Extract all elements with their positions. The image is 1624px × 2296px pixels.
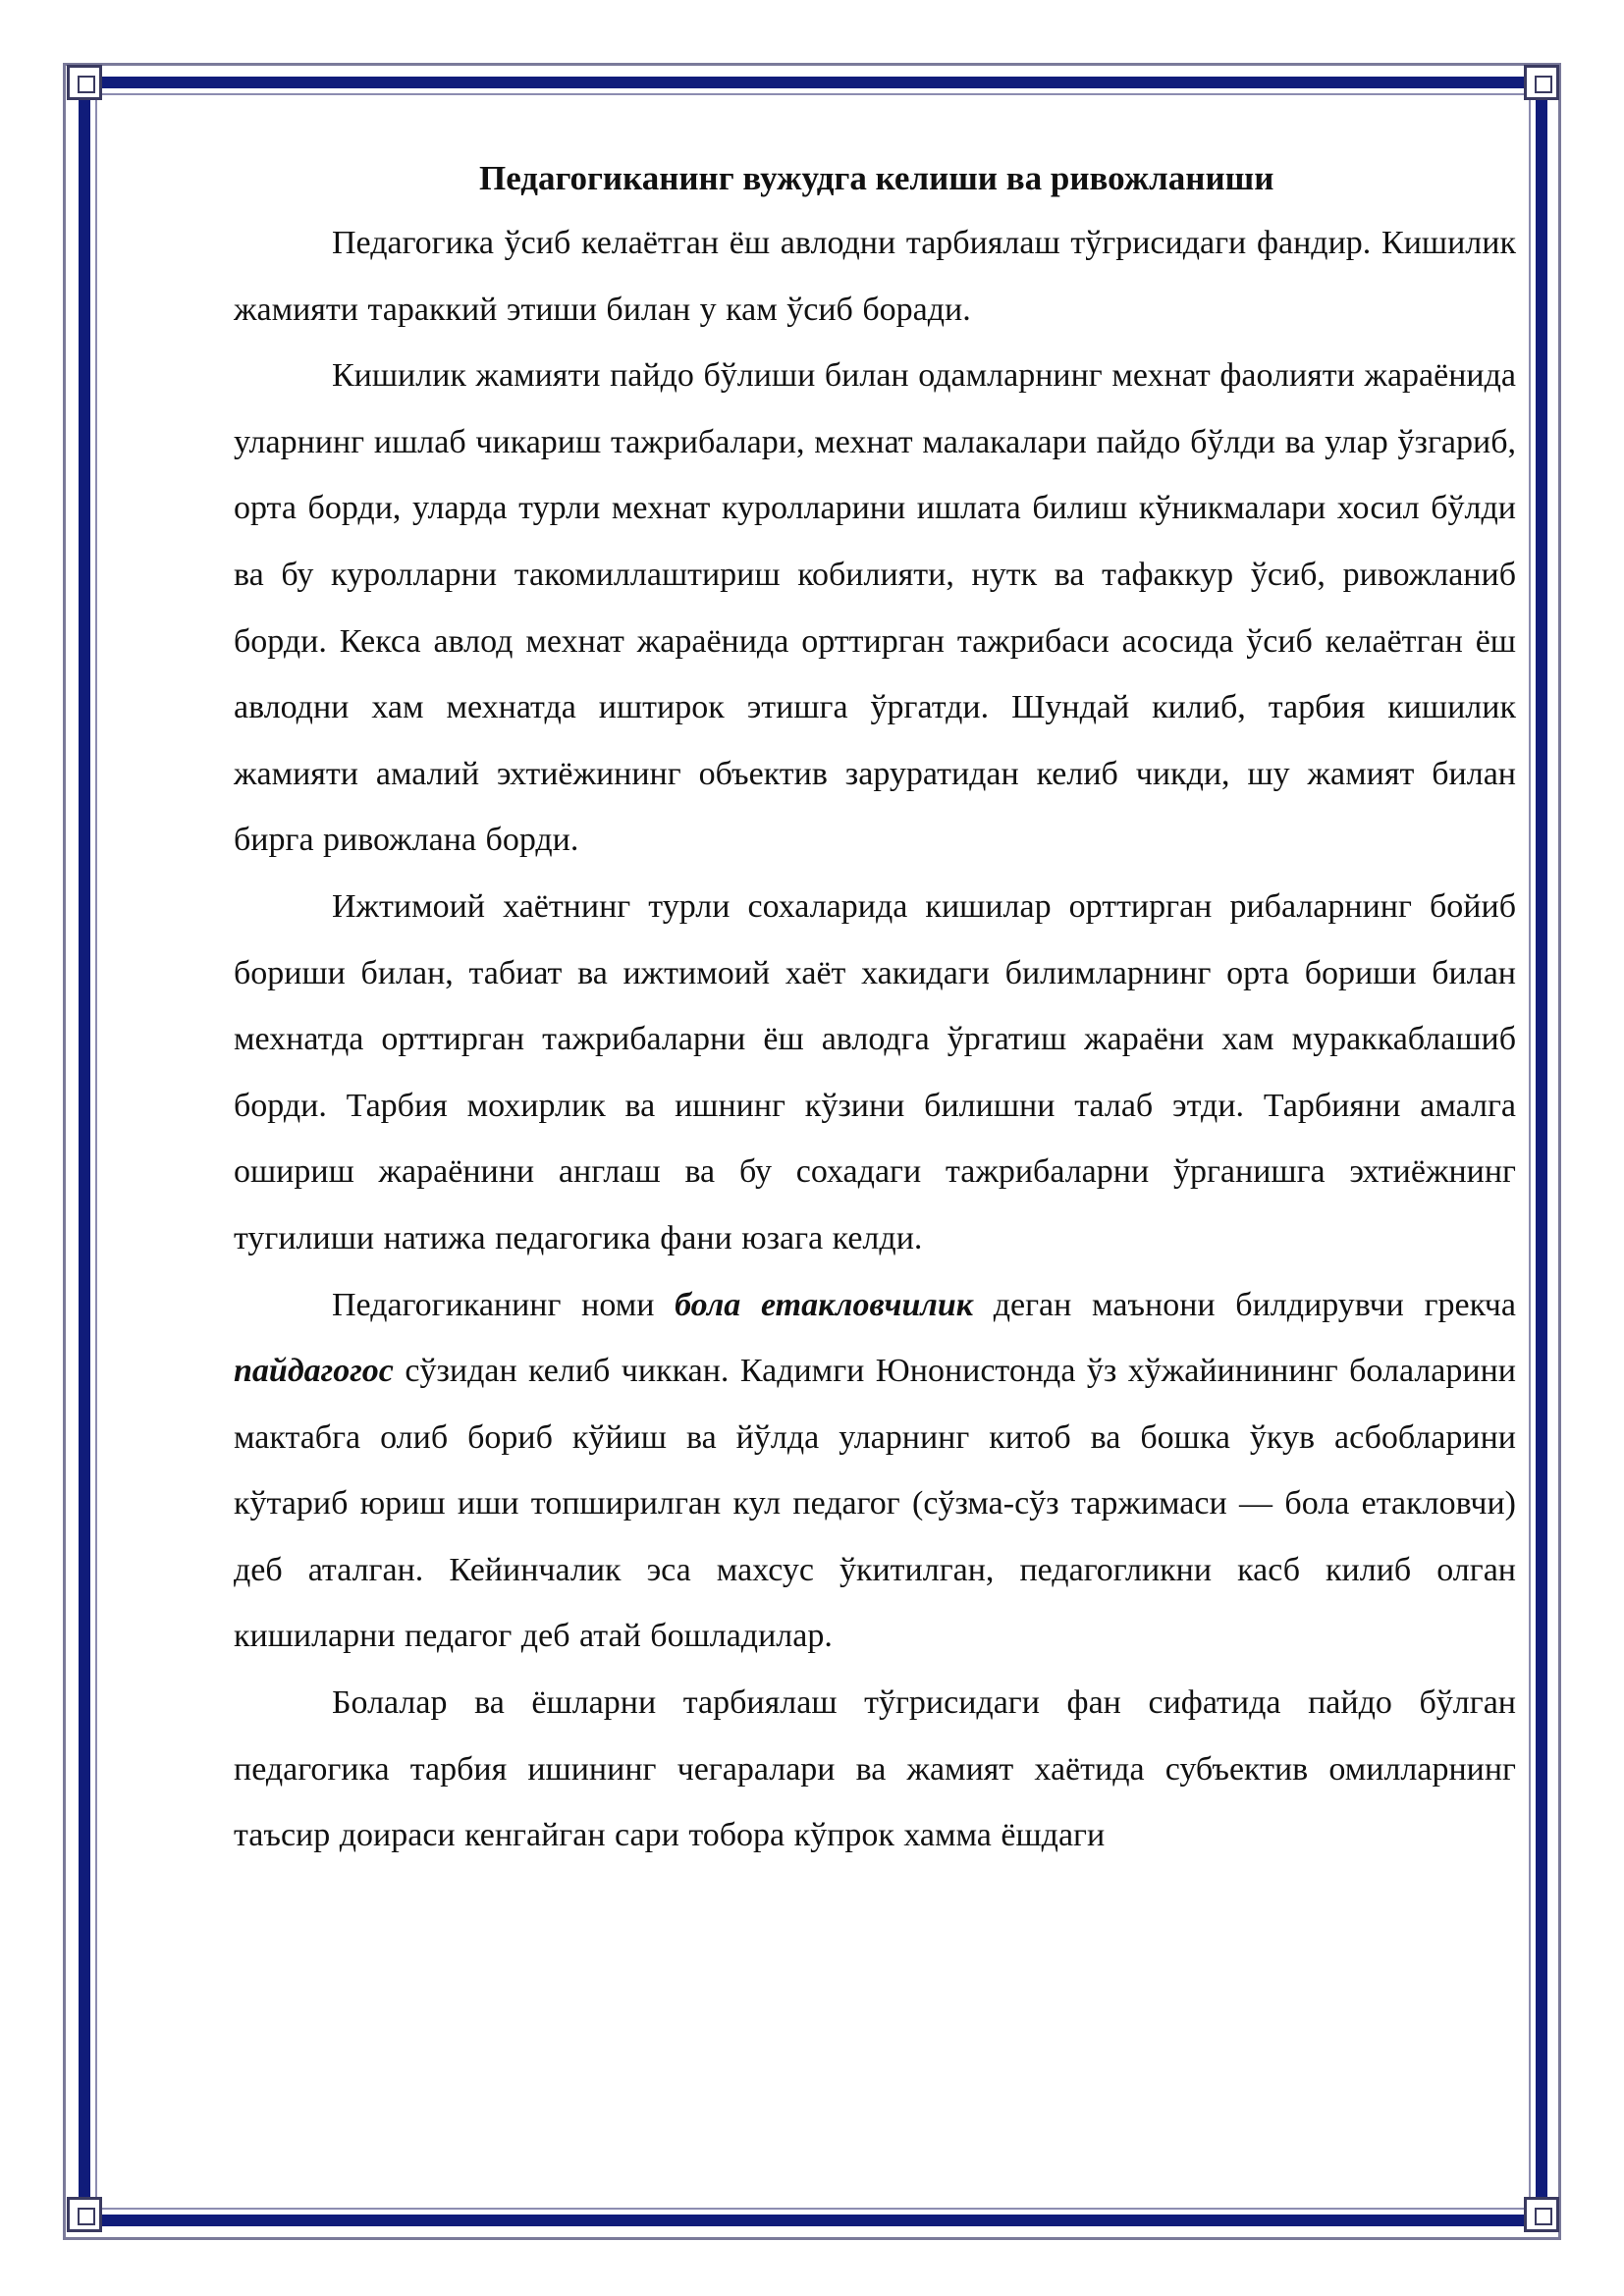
paragraph: Ижтимоий хаётнинг турли сохаларида кишилар орттирган рибаларнинг бойиб бориши билан, табиат ва ижтимоий хаёт хакидаги билимларнинг орта бориши билан мехнатда орттирган тажрибаларни ёш авлодга ўргатиш жараёни хам мураккаблашиб борди. Тарбия мохирлик ва ишнинг кўзини билишни талаб этди. Тарбияни амалга ошириш жараёнини англаш ва бу сохадаги тажрибаларни ўрганишга эхтиёжнинг тугилиши натижа педагогика фани юзага келди. [234,887,1516,1256]
document-body [234,147,1516,1869]
paragraph-text: Педагогиканинг номи [332,1286,676,1323]
frame-corner-ornament [67,2197,102,2232]
paragraph: Кишилик жамияти пайдо бўлиши билан одамларнинг мехнат фаолияти жараёнида уларнинг ишлаб чикариш тажрибалари, мехнат малакалари пайдо бўлди ва улар ўзгариб, орта борди, уларда турли мехнат куролларини ишлата билиш кўникмалари хосил бўлди ва бу куролларни такомиллаштириш кобилияти, нутк ва тафаккур ўсиб, ривожланиб борди. Кекса авлод мехнат жараёнида орттирган тажрибаси асосида ўсиб келаётган ёш авлодни хам мехнатда иштирок этишга ўргатди. Шундай килиб, тарбия кишилик жамияти амалий эхтиёжининг объектив заруратидан келиб чикди, шу жамият билан бирга ривожлана борди. [234,357,1516,859]
frame-corner-ornament [67,65,102,100]
emphasized-term: бола етакловчилик [675,1286,973,1323]
paragraph [234,1272,1516,1671]
frame-corner-ornament [1524,2197,1559,2232]
frame-corner-ornament [1524,65,1559,100]
paragraph: Педагогика ўсиб келаётган ёш авлодни тарбиялаш тўгрисидаги фандир. Кишилик жамияти тараккий этиши билан у кам ўсиб боради. [234,225,1516,328]
document-title: Педагогиканинг вужудга келиши ва ривожланиши [479,159,1274,197]
paragraph: Болалар ва ёшларни тарбиялаш тўгрисидаги фан сифатида пайдо бўлган педагогика тарбия ишининг чегаралари ва жамият хаётида субъектив омилларнинг таъсир доираси кенгайган сари тобора кўпрок хамма ёшдаги [234,1684,1516,1854]
paragraph-text: деган маънони билдирувчи грекча [972,1286,1516,1323]
emphasized-term: пайдагогос [234,1353,394,1390]
paragraph-text: сўзидан келиб чиккан. Кадимги Юнонистонда ўз хўжайинининг болаларини мактабга олиб бориб кўйиш ва йўлда уларнинг китоб ва бошка ўкув асбобларини кўтариб юриш иши топширилган кул педагог (сўзма-сўз таржимаси — бола етакловчи) деб аталган. Кейинчалик эса махсус ўкитилган, педагогликни касб килиб олган кишиларни педагог деб атай бошладилар. [234,1353,1516,1655]
